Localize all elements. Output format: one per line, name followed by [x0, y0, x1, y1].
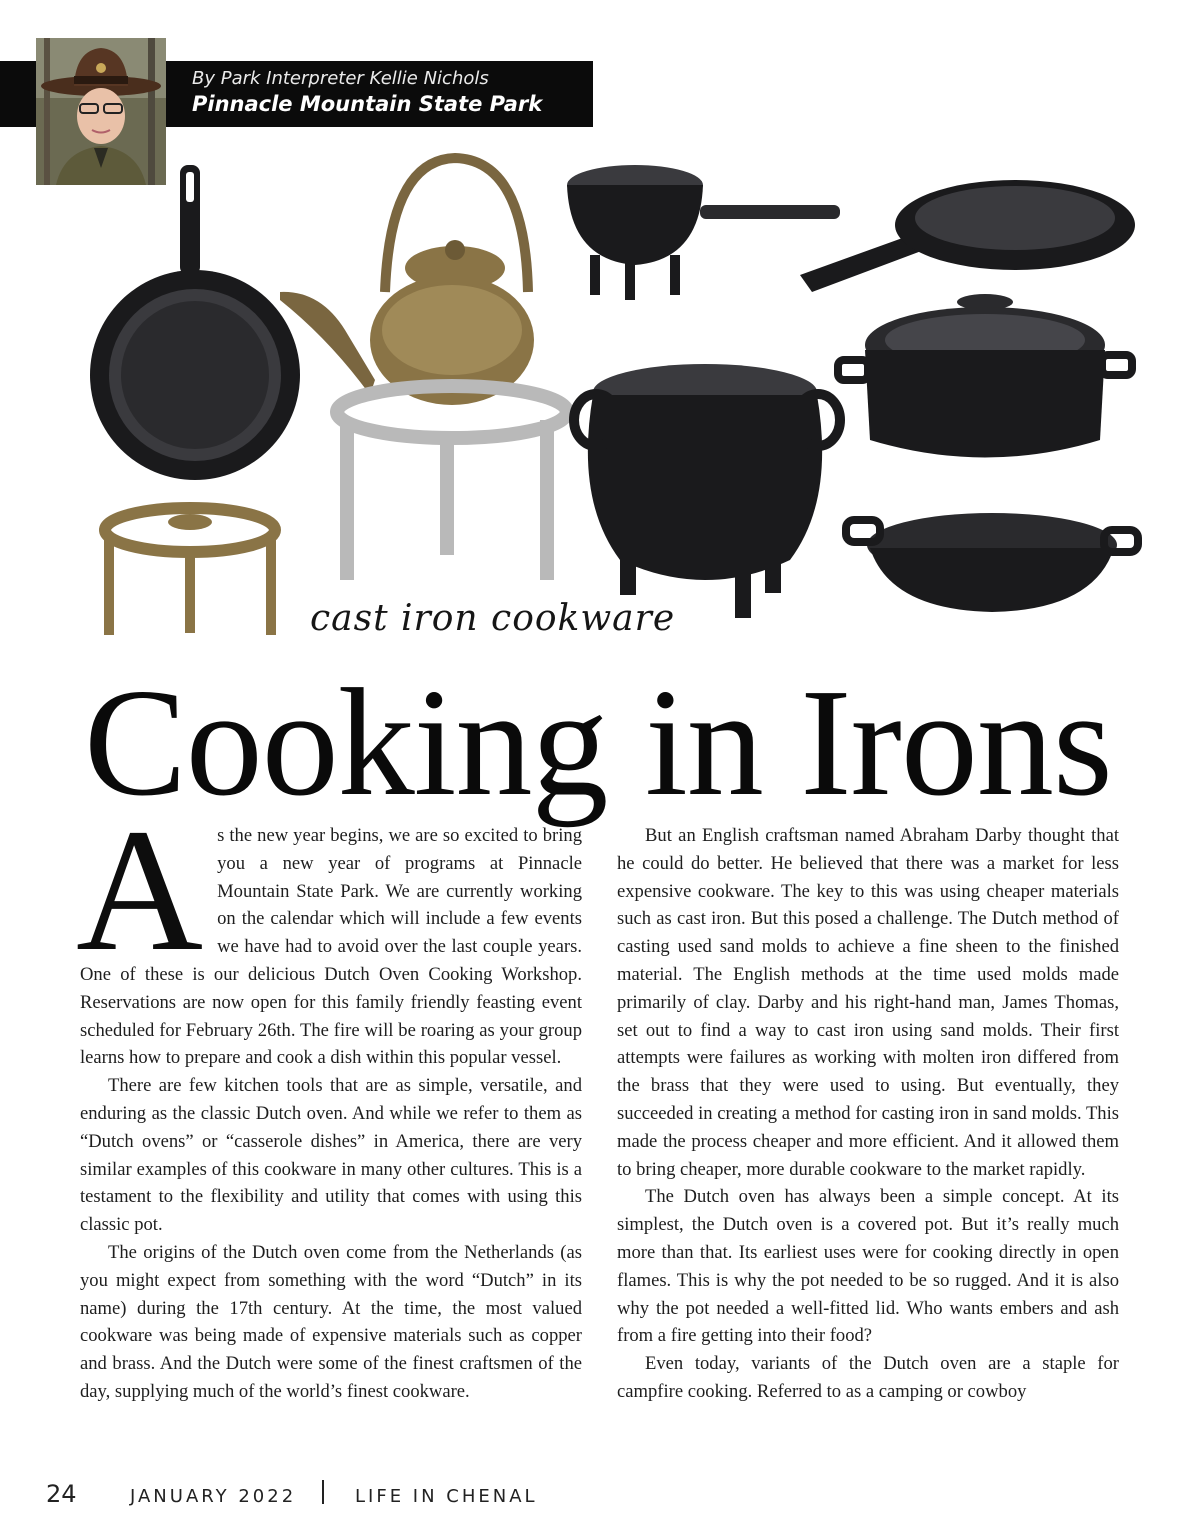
- article-paragraph: The Dutch oven has always been a simple concept. At its simplest, the Dutch oven is a covered pot. But it’s really much more than that. Its earliest uses were for cooking directly in open flames. This is why the pot needed to be so rugged. And it is also why the pot needed a well-fitted lid. Who wants embers and ash from a fire getting into their food?: [617, 1186, 1119, 1347]
- article-paragraph: But an English craftsman named Abraham Darby thought that he could do better. He believed that there was a market for less expensive cookware. The key to this was using cheaper materials such as cast iron. But this posed a challenge. The Dutch method of casting used sand molds to achieve a fine sheen to the finished material. The English methods at the time used molds made primarily of clay. Darby and his right-hand man, James Thomas, set out to find a way to cast iron using sand molds. Their first attempts were failures as working with molten iron differed from the brass that they were used to using. But eventually, they succeeded in creating a method for casting iron in sand molds. This made the process cheaper and more efficient. And it allowed them to bring cheaper, more durable cookware to the market rapidly.: [617, 825, 1119, 1180]
- article-paragraph: Even today, variants of the Dutch oven are a staple for campfire cooking. Referred to as a camping or cowboy: [617, 1353, 1119, 1402]
- byline-author: By Park Interpreter Kellie Nichols: [192, 68, 489, 89]
- vertical-skillet-icon: [90, 165, 300, 480]
- skillet-icon: [800, 180, 1135, 292]
- brass-trivet-icon: [104, 508, 276, 635]
- drop-cap: A: [76, 793, 204, 988]
- dutch-oven-icon: [838, 294, 1132, 458]
- page-number: 24: [46, 1480, 77, 1508]
- article-subtitle: cast iron cookware: [310, 598, 676, 639]
- iron-stand-icon: [337, 386, 567, 580]
- brass-kettle-icon: [280, 158, 534, 405]
- article-column-left: [76, 793, 582, 1406]
- issue-date: JANUARY 2022: [130, 1486, 297, 1507]
- byline-park: Pinnacle Mountain State Park: [192, 92, 543, 116]
- article-column-right: [617, 822, 1119, 1406]
- article-paragraph: The origins of the Dutch oven come from the Netherlands (as you might expect from something with the word “Dutch” in its name) during the 17th century. At the time, the most valued cookware was being made of expensive materials such as copper and brass. And the Dutch were some of the finest craftsmen of the day, supplying much of the world’s finest cookware.: [80, 1241, 582, 1402]
- article-paragraph: s the new year begins, we are so excited to bring you a new year of programs at Pinnacle Mountain State Park. We are currently working on the calendar which will include a few events we have had to avoid over the last couple years. One of these is our delicious Dutch Oven Cooking Workshop. Reservations are now open for this family friendly feasting event scheduled for February 26th. The fire will be roaring as your group learns how to prepare and cook a dish within this popular vessel.: [80, 825, 582, 1069]
- magazine-name: LIFE IN CHENAL: [355, 1486, 538, 1507]
- footer-divider: [322, 1480, 324, 1504]
- article-headline: Cooking in Irons: [84, 658, 1112, 828]
- article-paragraph: There are few kitchen tools that are as simple, versatile, and enduring as the classic Dutch oven. And while we refer to them as “Dutch ovens” or “casserole dishes” in America, there are very similar examples of this cookware in many other cultures. This is a testament to the flexibility and utility that comes with using this classic pot.: [80, 1075, 582, 1236]
- cookware-illustration: [0, 0, 1200, 660]
- shallow-pan-icon: [846, 513, 1138, 612]
- handled-pot-icon: [567, 165, 840, 300]
- cauldron-icon: [574, 364, 840, 618]
- page-footer: [0, 1478, 1200, 1514]
